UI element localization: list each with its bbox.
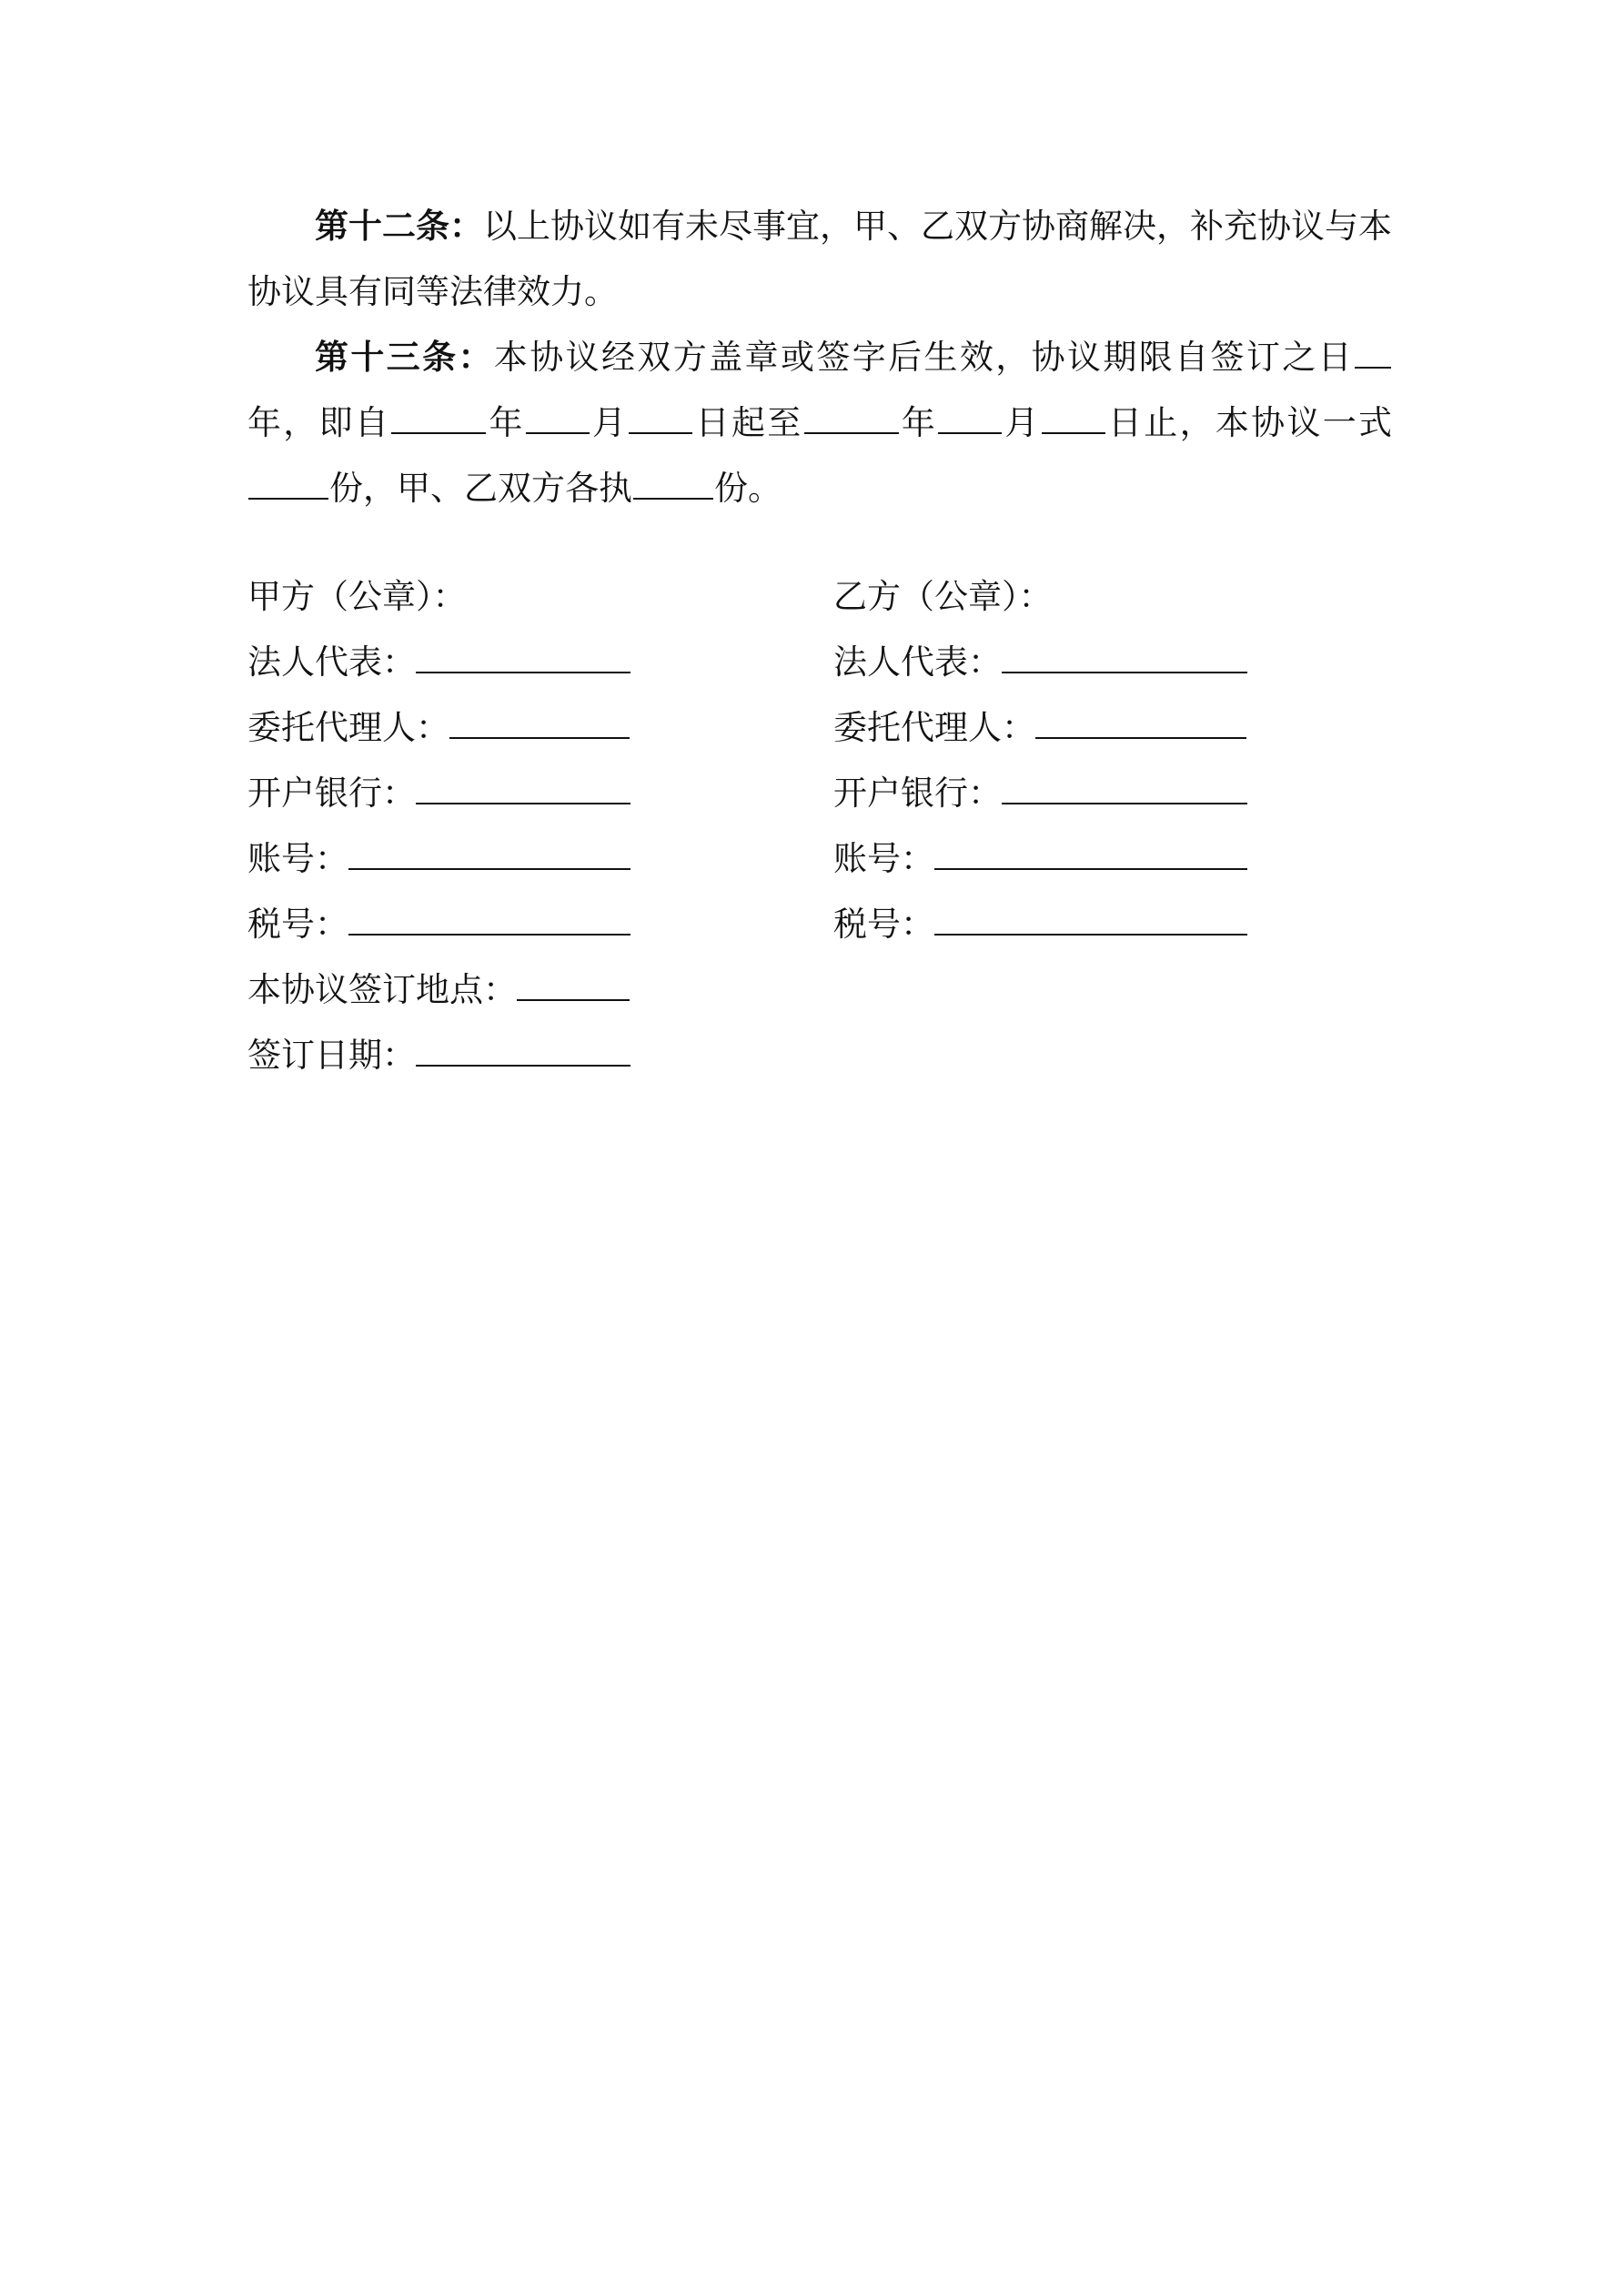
party-a-agent-blank[interactable] xyxy=(449,710,630,739)
article-13-paragraph xyxy=(247,324,1392,521)
party-a-account-blank[interactable] xyxy=(348,841,630,870)
article-13-text-3: 年 xyxy=(487,403,525,442)
party-b-bank-blank[interactable] xyxy=(1002,775,1247,804)
article-13-label: 第十三条： xyxy=(315,337,494,377)
party-b-legal-rep-label: 法人代表： xyxy=(833,642,1002,682)
party-a-place-blank[interactable] xyxy=(517,972,630,1001)
party-b-tax-label: 税号： xyxy=(833,905,934,944)
party-a-date-line xyxy=(247,1023,630,1088)
party-b-account-label: 账号： xyxy=(833,839,934,878)
party-a-account-line xyxy=(247,826,630,892)
article-13-text-10: 份。 xyxy=(714,469,782,508)
party-a-signature-block xyxy=(247,564,630,1088)
article-13-text-4: 月 xyxy=(590,403,629,442)
party-a-tax-line xyxy=(247,892,630,957)
end-year-blank[interactable] xyxy=(804,405,899,434)
total-copies-blank[interactable] xyxy=(248,470,328,500)
party-b-account-line xyxy=(833,826,1252,892)
party-a-agent-label: 委托代理人： xyxy=(247,708,449,747)
party-b-legal-rep-blank[interactable] xyxy=(1002,644,1247,673)
article-13-text-6: 年 xyxy=(899,403,938,442)
party-a-bank-line xyxy=(247,761,630,826)
party-b-signature-block xyxy=(833,564,1252,957)
party-a-place-line xyxy=(247,957,630,1023)
end-day-blank[interactable] xyxy=(1042,405,1105,434)
party-a-tax-label: 税号： xyxy=(247,905,348,944)
article-13-text-9: 份，甲、乙双方各执 xyxy=(329,469,632,508)
article-12-text: 以上协议如有未尽事宜，甲、乙双方协商解决，补充协议与本协议具有同等法律效力。 xyxy=(247,207,1392,311)
party-b-tax-line xyxy=(833,892,1252,957)
party-a-legal-rep-line xyxy=(247,630,630,695)
party-b-bank-label: 开户银行： xyxy=(833,774,1002,813)
party-a-tax-blank[interactable] xyxy=(348,906,630,936)
start-day-blank[interactable] xyxy=(629,405,692,434)
article-12-label: 第十二条： xyxy=(315,206,483,246)
party-b-legal-rep-line xyxy=(833,630,1252,695)
party-a-legal-rep-label: 法人代表： xyxy=(247,642,416,682)
party-a-title: 甲方（公章）： xyxy=(247,577,467,616)
party-b-tax-blank[interactable] xyxy=(934,906,1247,936)
article-13-text-8: 日止，本协议一式 xyxy=(1105,403,1393,442)
party-a-account-label: 账号： xyxy=(247,839,348,878)
party-b-title: 乙方（公章）： xyxy=(833,577,1053,616)
party-a-date-label: 签订日期： xyxy=(247,1036,416,1075)
end-month-blank[interactable] xyxy=(938,405,1002,434)
start-year-blank[interactable] xyxy=(391,405,486,434)
party-a-legal-rep-blank[interactable] xyxy=(416,644,630,673)
start-month-blank[interactable] xyxy=(526,405,590,434)
party-b-title-line xyxy=(833,564,1252,630)
party-b-bank-line xyxy=(833,761,1252,826)
party-a-date-blank[interactable] xyxy=(416,1037,630,1067)
article-13-text-2: 年，即自 xyxy=(247,403,391,442)
party-a-agent-line xyxy=(247,695,630,761)
each-party-copies-blank[interactable] xyxy=(633,470,713,500)
article-13-text-7: 月 xyxy=(1003,403,1041,442)
party-b-agent-line xyxy=(833,695,1252,761)
party-a-bank-blank[interactable] xyxy=(416,775,630,804)
party-b-agent-label: 委托代理人： xyxy=(833,708,1035,747)
party-b-account-blank[interactable] xyxy=(934,841,1247,870)
party-a-bank-label: 开户银行： xyxy=(247,774,416,813)
article-13-text-5: 日起至 xyxy=(693,403,803,442)
party-a-place-label: 本协议签订地点： xyxy=(247,970,517,1009)
party-a-title-line xyxy=(247,564,630,630)
article-12-paragraph xyxy=(247,193,1392,325)
article-13-text-1: 本协议经双方盖章或签字后生效，协议期限自签订之日 xyxy=(493,338,1355,377)
party-b-agent-blank[interactable] xyxy=(1035,710,1246,739)
term-years-blank[interactable] xyxy=(1355,339,1391,369)
